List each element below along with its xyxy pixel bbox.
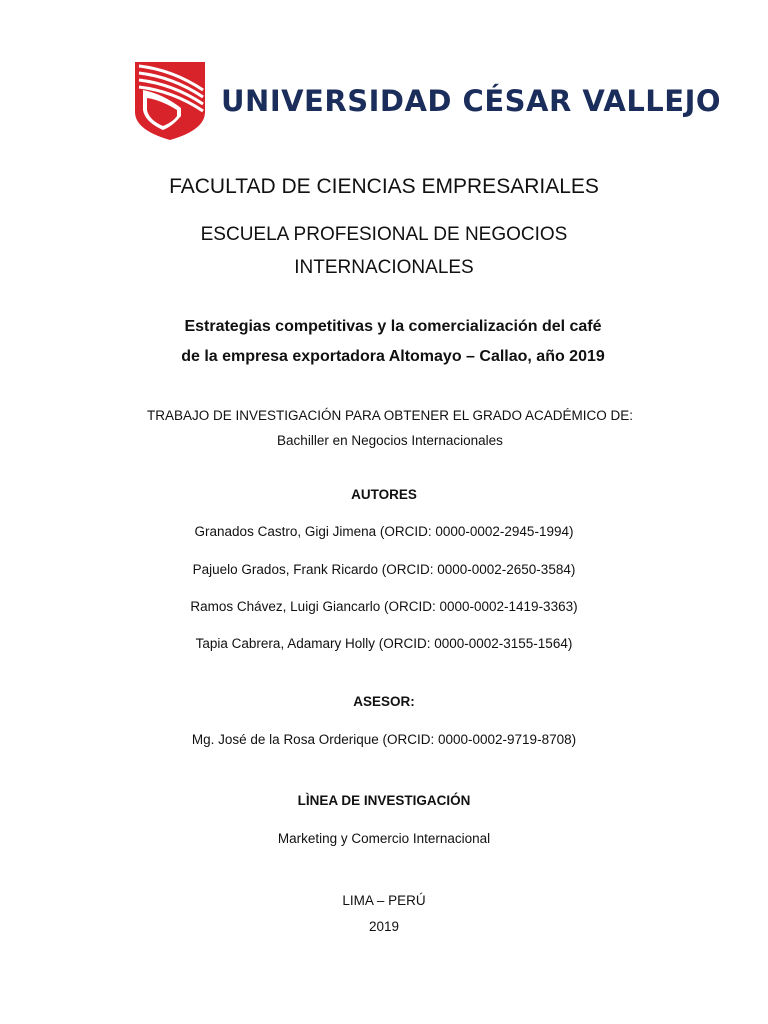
research-line-heading: LÌNEA DE INVESTIGACIÓN (297, 793, 471, 808)
research-line-value: Marketing y Comercio Internacional (277, 831, 491, 846)
university-name: UNIVERSIDAD CÉSAR VALLEJO (221, 84, 722, 118)
author-item: Granados Castro, Gigi Jimena (ORCID: 0000-0002-2945-1994) (194, 524, 574, 539)
author-item: Ramos Chávez, Luigi Giancarlo (ORCID: 0000-0002-1419-3363) (190, 599, 578, 614)
faculty-name: FACULTAD DE CIENCIAS EMPRESARIALES (169, 175, 599, 198)
advisor-heading: ASESOR: (353, 694, 415, 709)
authors-heading: AUTORES (351, 487, 417, 502)
thesis-title-line1: Estrategias competitivas y la comercialización del café (184, 318, 602, 335)
school-name-line2: INTERNACIONALES (294, 257, 474, 278)
shield-icon (133, 60, 207, 142)
document-year: 2019 (368, 919, 400, 934)
work-type-line1: TRABAJO DE INVESTIGACIÓN PARA OBTENER EL GRADO ACADÉMICO DE: (146, 408, 634, 423)
work-type-line2: Bachiller en Negocios Internacionales (277, 433, 503, 448)
thesis-title-line2: de la empresa exportadora Altomayo – Callao, año 2019 (181, 348, 605, 365)
school-name-line1: ESCUELA PROFESIONAL DE NEGOCIOS (200, 224, 568, 245)
advisor-name: Mg. José de la Rosa Orderique (ORCID: 0000-0002-9719-8708) (191, 732, 577, 747)
city-country: LIMA – PERÚ (342, 893, 426, 908)
university-logo (133, 60, 722, 142)
author-item: Pajuelo Grados, Frank Ricardo (ORCID: 0000-0002-2650-3584) (192, 562, 576, 577)
author-item: Tapia Cabrera, Adamary Holly (ORCID: 0000-0002-3155-1564) (195, 636, 573, 651)
